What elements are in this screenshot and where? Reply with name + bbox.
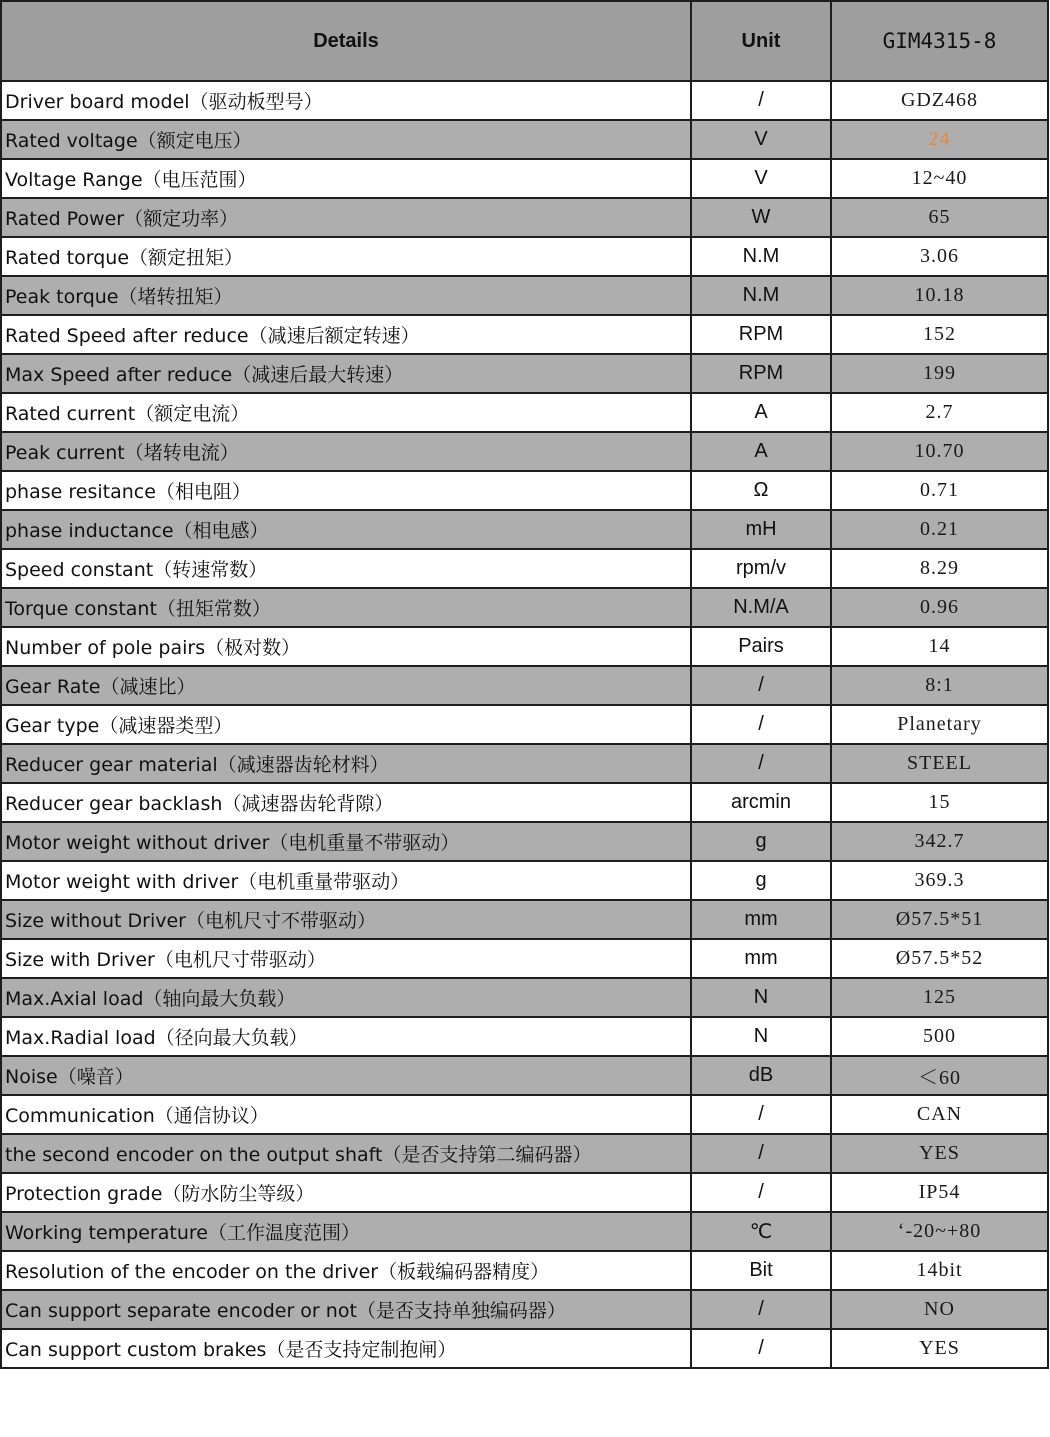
table-row (1, 822, 1048, 861)
value-cell: 8.29 (831, 549, 1048, 588)
spec-table-header (1, 1, 1048, 81)
unit-cell: / (691, 705, 831, 744)
value-cell: 369.3 (831, 861, 1048, 900)
unit-cell: RPM (691, 354, 831, 393)
detail-cell: Working temperature（工作温度范围） (1, 1212, 691, 1251)
detail-cell: Rated Power（额定功率） (1, 198, 691, 237)
detail-cell: Rated torque（额定扭矩） (1, 237, 691, 276)
table-row (1, 939, 1048, 978)
unit-cell: g (691, 861, 831, 900)
unit-cell: V (691, 159, 831, 198)
detail-cell: phase resitance（相电阻） (1, 471, 691, 510)
table-row (1, 861, 1048, 900)
detail-cell: Rated voltage（额定电压） (1, 120, 691, 159)
detail-cell: Reducer gear backlash（减速器齿轮背隙） (1, 783, 691, 822)
value-cell: 342.7 (831, 822, 1048, 861)
detail-cell: Max Speed after reduce（减速后最大转速） (1, 354, 691, 393)
detail-cell: Voltage Range（电压范围） (1, 159, 691, 198)
detail-cell: Size without Driver（电机尺寸不带驱动） (1, 900, 691, 939)
detail-cell: Size with Driver（电机尺寸带驱动） (1, 939, 691, 978)
value-cell: CAN (831, 1095, 1048, 1134)
detail-cell: Gear type（减速器类型） (1, 705, 691, 744)
table-row (1, 744, 1048, 783)
table-row (1, 393, 1048, 432)
unit-cell: Pairs (691, 627, 831, 666)
value-cell: 14 (831, 627, 1048, 666)
detail-cell: Motor weight without driver（电机重量不带驱动） (1, 822, 691, 861)
unit-cell: A (691, 393, 831, 432)
value-cell: IP54 (831, 1173, 1048, 1212)
detail-cell: Protection grade（防水防尘等级） (1, 1173, 691, 1212)
value-cell: 3.06 (831, 237, 1048, 276)
table-row (1, 1212, 1048, 1251)
header-model: GIM4315-8 (831, 1, 1048, 81)
detail-cell: Resolution of the encoder on the driver（板载编码器精度） (1, 1251, 691, 1290)
value-cell: GDZ468 (831, 81, 1048, 120)
value-cell: 15 (831, 783, 1048, 822)
value-cell: Ø57.5*51 (831, 900, 1048, 939)
table-row (1, 705, 1048, 744)
table-row (1, 588, 1048, 627)
unit-cell: rpm/v (691, 549, 831, 588)
value-cell: YES (831, 1134, 1048, 1173)
header-details: Details (1, 1, 691, 81)
table-row (1, 1251, 1048, 1290)
table-row (1, 120, 1048, 159)
table-row (1, 1056, 1048, 1095)
value-cell: 14bit (831, 1251, 1048, 1290)
value-cell: 24 (831, 120, 1048, 159)
unit-cell: N.M (691, 237, 831, 276)
unit-cell: arcmin (691, 783, 831, 822)
table-row (1, 783, 1048, 822)
value-cell: 0.71 (831, 471, 1048, 510)
value-cell: STEEL (831, 744, 1048, 783)
detail-cell: Number of pole pairs（极对数） (1, 627, 691, 666)
header-row (1, 1, 1048, 81)
unit-cell: / (691, 1173, 831, 1212)
table-row (1, 1173, 1048, 1212)
detail-cell: Noise（噪音） (1, 1056, 691, 1095)
detail-cell: Rated current（额定电流） (1, 393, 691, 432)
detail-cell: phase inductance（相电感） (1, 510, 691, 549)
unit-cell: / (691, 744, 831, 783)
value-cell: 0.96 (831, 588, 1048, 627)
detail-cell: Peak torque（堵转扭矩） (1, 276, 691, 315)
detail-cell: Can support separate encoder or not（是否支持单独编码器） (1, 1290, 691, 1329)
value-cell: Ø57.5*52 (831, 939, 1048, 978)
detail-cell: Motor weight with driver（电机重量带驱动） (1, 861, 691, 900)
detail-cell: Gear Rate（减速比） (1, 666, 691, 705)
unit-cell: / (691, 1290, 831, 1329)
unit-cell: V (691, 120, 831, 159)
table-row (1, 315, 1048, 354)
table-row (1, 471, 1048, 510)
table-row (1, 432, 1048, 471)
unit-cell: mH (691, 510, 831, 549)
table-row (1, 1290, 1048, 1329)
value-cell: 152 (831, 315, 1048, 354)
unit-cell: W (691, 198, 831, 237)
table-row (1, 159, 1048, 198)
table-row (1, 666, 1048, 705)
table-row (1, 354, 1048, 393)
table-row (1, 1329, 1048, 1368)
value-cell: 199 (831, 354, 1048, 393)
unit-cell: / (691, 1329, 831, 1368)
unit-cell: / (691, 1134, 831, 1173)
unit-cell: N (691, 1017, 831, 1056)
table-row (1, 900, 1048, 939)
value-cell: 10.70 (831, 432, 1048, 471)
detail-cell: Driver board model（驱动板型号） (1, 81, 691, 120)
table-row (1, 1017, 1048, 1056)
detail-cell: Speed constant（转速常数） (1, 549, 691, 588)
detail-cell: Reducer gear material（减速器齿轮材料） (1, 744, 691, 783)
detail-cell: Rated Speed after reduce（减速后额定转速） (1, 315, 691, 354)
spec-table-body (1, 81, 1048, 1368)
value-cell: ＜60 (831, 1056, 1048, 1095)
table-row (1, 549, 1048, 588)
unit-cell: / (691, 1095, 831, 1134)
detail-cell: Peak current（堵转电流） (1, 432, 691, 471)
unit-cell: ℃ (691, 1212, 831, 1251)
value-cell: 2.7 (831, 393, 1048, 432)
value-cell: 0.21 (831, 510, 1048, 549)
value-cell: 125 (831, 978, 1048, 1017)
table-row (1, 627, 1048, 666)
unit-cell: N.M (691, 276, 831, 315)
value-cell: 12~40 (831, 159, 1048, 198)
unit-cell: Bit (691, 1251, 831, 1290)
unit-cell: RPM (691, 315, 831, 354)
table-row (1, 978, 1048, 1017)
unit-cell: / (691, 81, 831, 120)
table-row (1, 1095, 1048, 1134)
unit-cell: g (691, 822, 831, 861)
unit-cell: N.M/A (691, 588, 831, 627)
unit-cell: / (691, 666, 831, 705)
unit-cell: mm (691, 900, 831, 939)
value-cell: YES (831, 1329, 1048, 1368)
detail-cell: Max.Radial load（径向最大负载） (1, 1017, 691, 1056)
detail-cell: Max.Axial load（轴向最大负载） (1, 978, 691, 1017)
value-cell: Planetary (831, 705, 1048, 744)
unit-cell: A (691, 432, 831, 471)
unit-cell: Ω (691, 471, 831, 510)
detail-cell: the second encoder on the output shaft（是否支持第二编码器） (1, 1134, 691, 1173)
header-unit: Unit (691, 1, 831, 81)
table-row (1, 510, 1048, 549)
unit-cell: N (691, 978, 831, 1017)
table-row (1, 198, 1048, 237)
table-row (1, 1134, 1048, 1173)
value-cell: 10.18 (831, 276, 1048, 315)
unit-cell: dB (691, 1056, 831, 1095)
table-row (1, 276, 1048, 315)
value-cell: 500 (831, 1017, 1048, 1056)
detail-cell: Can support custom brakes（是否支持定制抱闸） (1, 1329, 691, 1368)
table-row (1, 237, 1048, 276)
value-cell: ‘-20~+80 (831, 1212, 1048, 1251)
unit-cell: mm (691, 939, 831, 978)
value-cell: 8:1 (831, 666, 1048, 705)
value-cell: 65 (831, 198, 1048, 237)
detail-cell: Communication（通信协议） (1, 1095, 691, 1134)
value-cell: NO (831, 1290, 1048, 1329)
table-row (1, 81, 1048, 120)
detail-cell: Torque constant（扭矩常数） (1, 588, 691, 627)
